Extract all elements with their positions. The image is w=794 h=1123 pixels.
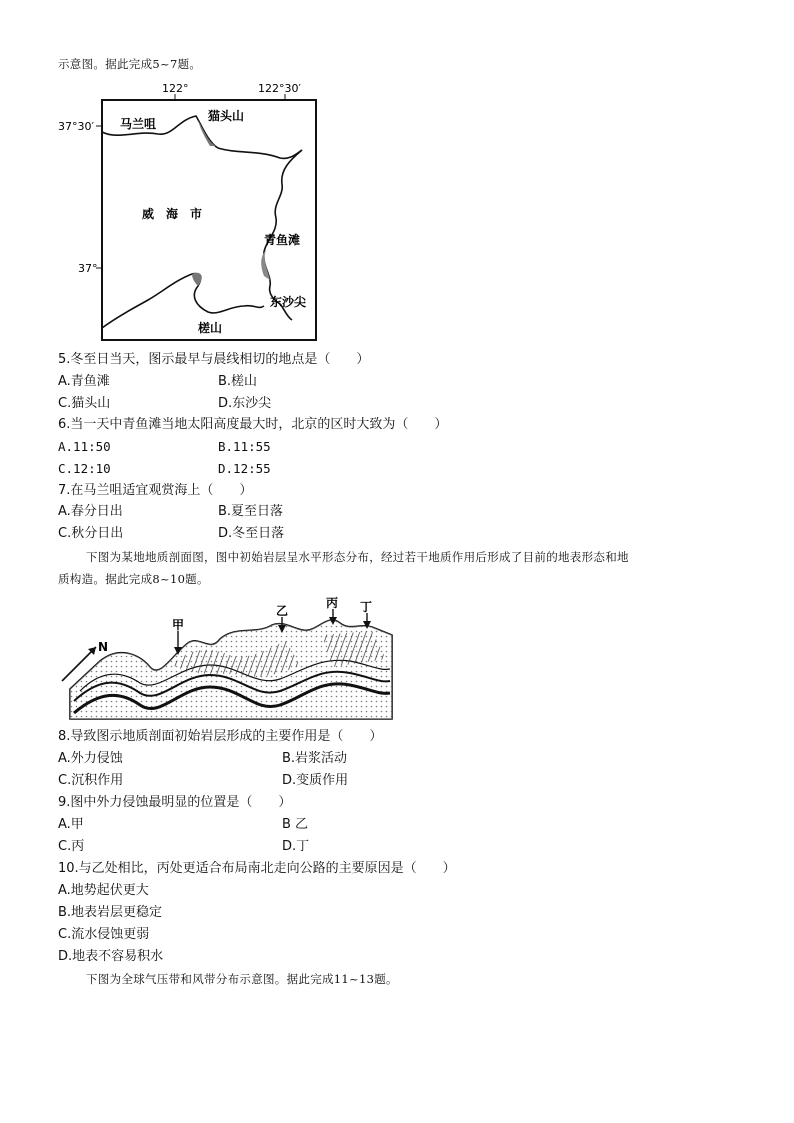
- question-9-option-a[interactable]: A.甲: [58, 817, 84, 832]
- question-6-option-c[interactable]: C.12:10: [58, 461, 111, 476]
- question-9-stem: 9.图中外力侵蚀最明显的位置是（ ）: [58, 795, 292, 810]
- north-label: N: [98, 640, 109, 654]
- latitude-label-37: 37°: [78, 262, 98, 275]
- question-6-stem: 6.当一天中青鱼滩当地太阳高度最大时，北京的区时大致为（ ）: [58, 417, 448, 432]
- question-7-option-b[interactable]: B.夏至日落: [218, 504, 284, 519]
- question-8-option-c[interactable]: C.沉积作用: [58, 773, 124, 788]
- intro-geology-line-1: 下图为某地地质剖面图，图中初始岩层呈水平形态分布，经过若干地质作用后形成了目前的地表形态和地: [86, 550, 629, 564]
- south-coastline: [102, 274, 264, 329]
- place-qingyutan: 青鱼滩: [264, 233, 301, 247]
- label-jia: 甲: [172, 618, 185, 632]
- question-8-option-a[interactable]: A.外力侵蚀: [58, 751, 123, 766]
- question-10-option-c[interactable]: C.流水侵蚀更弱: [58, 927, 150, 942]
- latitude-label-37-30: 37°30′: [58, 120, 94, 133]
- question-9-option-c[interactable]: C.丙: [58, 839, 85, 854]
- question-10-option-d[interactable]: D.地表不容易积水: [58, 949, 164, 964]
- longitude-label-122: 122°: [162, 82, 189, 95]
- question-5-option-b[interactable]: B.槎山: [218, 374, 258, 389]
- question-7-option-a[interactable]: A.春分日出: [58, 504, 123, 519]
- label-bing: 丙: [326, 596, 339, 610]
- geological-profile-diagram: [60, 595, 394, 723]
- intro-text: 示意图。据此完成5~7题。: [58, 57, 202, 71]
- longitude-label-122-30: 122°30′: [258, 82, 301, 95]
- question-6-option-b[interactable]: B.11:55: [218, 439, 271, 454]
- question-10-option-b[interactable]: B.地表岩层更稳定: [58, 905, 163, 920]
- question-8-stem: 8.导致图示地质剖面初始岩层形成的主要作用是（ ）: [58, 729, 383, 744]
- question-5-option-a[interactable]: A.青鱼滩: [58, 374, 110, 389]
- question-7-option-d[interactable]: D.冬至日落: [218, 526, 285, 541]
- place-lushan: 槎山: [198, 321, 223, 335]
- question-10-option-a[interactable]: A.地势起伏更大: [58, 883, 149, 898]
- question-9-option-d[interactable]: D.丁: [282, 839, 310, 854]
- label-ding: 丁: [360, 600, 373, 614]
- question-5-stem: 5.冬至日当天，图示最早与晨线相切的地点是（ ）: [58, 352, 370, 367]
- question-5-option-c[interactable]: C.猫头山: [58, 396, 111, 411]
- question-8-option-d[interactable]: D.变质作用: [282, 773, 349, 788]
- place-maotoushan: 猫头山: [208, 109, 245, 123]
- place-malanju: 马兰咀: [120, 117, 157, 131]
- question-9-option-b[interactable]: B 乙: [282, 817, 309, 832]
- label-yi: 乙: [276, 604, 289, 618]
- question-8-option-b[interactable]: B.岩浆活动: [282, 751, 348, 766]
- intro-geology-line-2: 质构造。据此完成8~10题。: [58, 572, 209, 586]
- question-6-option-d[interactable]: D.12:55: [218, 461, 271, 476]
- place-dongshajian: 东沙尖: [270, 295, 307, 309]
- question-7-option-c[interactable]: C.秋分日出: [58, 526, 124, 541]
- place-weihai: 威 海 市: [142, 207, 203, 221]
- question-5-option-d[interactable]: D.东沙尖: [218, 396, 272, 411]
- question-7-stem: 7.在马兰咀适宜观赏海上（ ）: [58, 483, 253, 498]
- weihai-map: [58, 80, 328, 348]
- question-6-option-a[interactable]: A.11:50: [58, 439, 111, 454]
- question-10-stem: 10.与乙处相比，丙处更适合布局南北走向公路的主要原因是（ ）: [58, 861, 456, 876]
- intro-pressure-belts: 下图为全球气压带和风带分布示意图。据此完成11~13题。: [86, 972, 398, 986]
